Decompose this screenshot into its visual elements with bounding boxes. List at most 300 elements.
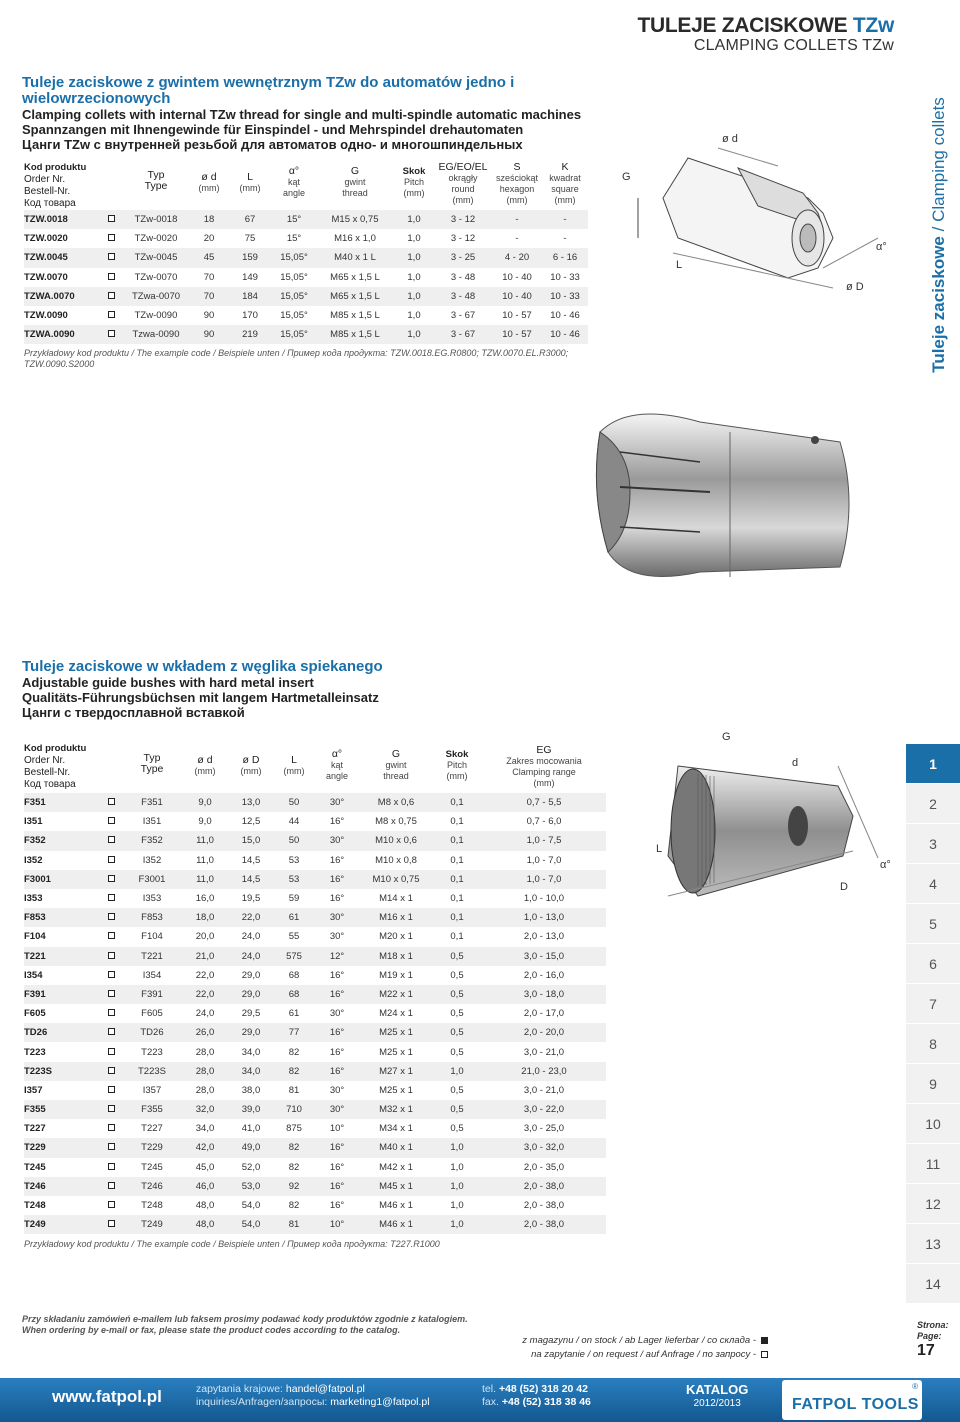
table-cell: 1,0 - 7,0 (482, 870, 606, 889)
col-type-header: Typ Type (144, 169, 168, 192)
table-cell: 68 (274, 985, 314, 1004)
table-cell: 16° (329, 854, 345, 866)
guide-bush-technical-drawing (638, 726, 904, 926)
table-cell: 2,0 - 38,0 (523, 1200, 565, 1212)
table-cell: 16° (314, 1062, 360, 1081)
table-cell: M8 x 0,6 (360, 793, 432, 812)
table-cell: 16° (329, 893, 345, 905)
page-index-item[interactable]: 9 (906, 1064, 960, 1104)
availability-legend (522, 1334, 768, 1362)
table-cell: M18 x 1 (360, 947, 432, 966)
select-checkbox[interactable] (100, 793, 122, 812)
table-cell: 26,0 (182, 1023, 228, 1042)
table-cell: 13,0 (228, 793, 274, 812)
checkbox-icon[interactable] (108, 311, 115, 318)
col-thread-header: G gwint thread (383, 748, 409, 781)
page-index-item[interactable]: 5 (906, 904, 960, 944)
table-cell: 30° (329, 931, 345, 943)
page-index-item[interactable]: 6 (906, 944, 960, 984)
table-cell: 82 (274, 1062, 314, 1081)
table-cell: 1,0 (394, 248, 434, 267)
section1-title-ru: Цанги TZw с внутренней резьбой для автоматов одно- и многошпиндельных (22, 137, 523, 152)
table-cell: M46 x 1 (360, 1215, 432, 1234)
table-cell: 30° (329, 1084, 345, 1096)
table-cell: M45 x 1 (360, 1177, 432, 1196)
table-cell: F352 (122, 831, 182, 850)
table-cell: 2,0 - 17,0 (523, 1008, 565, 1020)
col-type-header: Typ Type (140, 752, 164, 775)
table-cell: 28,0 (195, 1046, 215, 1058)
table-cell: 11,0 (182, 870, 228, 889)
table-cell: 0,5 (432, 1023, 482, 1042)
checkbox-icon[interactable] (108, 1163, 115, 1170)
table-cell: M25 x 1 (379, 1084, 413, 1096)
table-cell: 75 (244, 233, 256, 245)
table-cell: M85 x 1,5 L (316, 325, 394, 344)
col-d-header: ø d (mm) (198, 171, 220, 193)
select-checkbox[interactable] (100, 1158, 122, 1177)
table-row (24, 1215, 606, 1234)
table-cell: T248 (141, 1200, 163, 1212)
table-cell: 0,7 - 6,0 (526, 816, 562, 828)
table-cell: 15,05° (280, 271, 308, 283)
table-row (24, 947, 606, 966)
table-row (24, 927, 606, 946)
product-code-cell: T229 (24, 1138, 100, 1157)
table-row (24, 1138, 606, 1157)
table-cell: 15,05° (272, 325, 316, 344)
product-code-cell: T223 (24, 1046, 46, 1058)
product-code-cell: TZW.0090 (24, 310, 68, 322)
fax-number: +48 (52) 318 38 46 (501, 1396, 591, 1408)
table-cell: 1,0 (407, 310, 421, 322)
select-checkbox[interactable] (100, 210, 122, 229)
page-index-item[interactable]: 14 (906, 1264, 960, 1304)
select-checkbox[interactable] (100, 831, 122, 850)
table-cell: T223S (122, 1062, 182, 1081)
product-code-cell: F605 (24, 1008, 46, 1020)
table-cell: M22 x 1 (360, 985, 432, 1004)
table-cell: M8 x 0,75 (375, 816, 417, 828)
select-checkbox[interactable] (100, 1138, 122, 1157)
checkbox-icon[interactable] (108, 1086, 115, 1093)
checkbox-icon[interactable] (108, 273, 115, 280)
drawing-label-l: L (656, 843, 663, 855)
table-cell: 2,0 - 13,0 (523, 931, 565, 943)
table-cell: TZw-0090 (134, 310, 178, 322)
table-cell: 49,0 (228, 1138, 274, 1157)
product-code-cell: T249 (24, 1215, 100, 1234)
checkbox-icon[interactable] (108, 330, 115, 337)
page-index-item[interactable]: 10 (906, 1104, 960, 1144)
table-cell: 0,1 (450, 893, 464, 905)
checkbox-icon[interactable] (108, 1028, 115, 1035)
table-cell: 0,5 (450, 1123, 464, 1135)
table-cell: 0,5 (450, 1046, 464, 1058)
table-cell: 81 (288, 1084, 300, 1096)
page-number: 17 (917, 1342, 935, 1359)
table-cell: M16 x 1,0 (334, 233, 376, 245)
select-checkbox[interactable] (100, 1023, 122, 1042)
drawing-label-outer-d: ø D (846, 281, 864, 293)
table-row (24, 1042, 606, 1061)
checkbox-icon[interactable] (108, 253, 115, 260)
table-row (24, 908, 606, 927)
table-cell: 3 - 48 (434, 287, 492, 306)
checkbox-icon[interactable] (108, 1182, 115, 1189)
table-cell: M16 x 1 (360, 908, 432, 927)
select-checkbox[interactable] (100, 268, 122, 287)
section1-title-pl: Tuleje zaciskowe z gwintem wewnętrznym TZw do automatów jedno i wielowrzecionowych (22, 74, 515, 107)
checkbox-icon[interactable] (108, 798, 115, 805)
table-cell: M14 x 1 (379, 893, 413, 905)
table-cell: M15 x 0,75 (316, 210, 394, 229)
select-checkbox[interactable] (100, 927, 122, 946)
table-cell: 53 (288, 854, 300, 866)
table-cell: 29,0 (228, 1023, 274, 1042)
legend-on-request: na zapytanie / on request / auf Anfrage / по запросу - (522, 1348, 768, 1362)
checkbox-icon[interactable] (108, 1124, 115, 1131)
select-checkbox[interactable] (100, 1004, 122, 1023)
page-header (637, 14, 894, 55)
table-cell: 38,0 (241, 1084, 261, 1096)
drawing-label-l: L (676, 259, 683, 271)
select-checkbox[interactable] (100, 908, 122, 927)
table-cell: 82 (288, 1161, 300, 1173)
select-checkbox[interactable] (100, 229, 122, 248)
table-cell: 10° (314, 1215, 360, 1234)
table-cell: 24,0 (195, 1008, 215, 1020)
select-checkbox[interactable] (100, 947, 122, 966)
table-cell: 55 (288, 931, 300, 943)
table-cell: 149 (242, 271, 258, 283)
select-checkbox[interactable] (100, 248, 122, 267)
table-cell: 15,05° (272, 287, 316, 306)
table-cell: 10 - 40 (502, 271, 532, 283)
select-checkbox[interactable] (100, 1042, 122, 1061)
table-row (24, 812, 606, 831)
table-cell: 9,0 (182, 793, 228, 812)
table-cell: 59 (288, 893, 300, 905)
table-cell: 16,0 (195, 893, 215, 905)
table-cell: 20 (203, 233, 215, 245)
select-checkbox[interactable] (100, 287, 122, 306)
table-cell: 42,0 (182, 1138, 228, 1157)
select-checkbox[interactable] (100, 1100, 122, 1119)
table-cell: 6 - 16 (542, 248, 588, 267)
table-cell: 16° (329, 1046, 345, 1058)
table-cell: - (515, 233, 519, 245)
table-cell: 53,0 (228, 1177, 274, 1196)
table-cell: M32 x 1 (360, 1100, 432, 1119)
table-cell: 53 (274, 870, 314, 889)
product-code-cell: T245 (24, 1161, 46, 1173)
table-cell: 3 - 67 (434, 325, 492, 344)
table-row (24, 889, 606, 908)
table-cell: 2,0 - 16,0 (523, 969, 565, 981)
table-cell: 15,05° (280, 310, 308, 322)
checkbox-icon[interactable] (108, 1105, 115, 1112)
checkbox-icon[interactable] (108, 932, 115, 939)
table-cell: M40 x 1 (360, 1138, 432, 1157)
select-checkbox[interactable] (100, 851, 122, 870)
col-hexagon-header: S sześciokąt hexagon (mm) (495, 161, 539, 205)
checkbox-icon[interactable] (108, 913, 115, 920)
select-checkbox[interactable] (100, 812, 122, 831)
checkbox-icon[interactable] (108, 234, 115, 241)
filled-square-icon (761, 1337, 768, 1344)
table-cell: F853 (122, 908, 182, 927)
select-checkbox[interactable] (100, 870, 122, 889)
table-row (24, 985, 606, 1004)
select-checkbox[interactable] (100, 889, 122, 908)
table-cell: 28,0 (182, 1062, 228, 1081)
table-row (24, 1081, 606, 1100)
drawing-label-g: G (622, 171, 631, 183)
header-title: TULEJE ZACISKOWE TZw (637, 14, 894, 37)
checkbox-icon[interactable] (108, 215, 115, 222)
table-row (24, 1062, 606, 1081)
checkbox-icon[interactable] (108, 1220, 115, 1227)
table-cell: 30° (314, 1100, 360, 1119)
catalog-year: 2012/2013 (693, 1398, 741, 1409)
table-cell: 3 - 12 (450, 233, 476, 245)
table-cell: 81 (274, 1215, 314, 1234)
col-code-header: Kod produktu Order Nr. Bestell-Nr. Код товара (24, 162, 87, 209)
table-row (24, 229, 588, 248)
page-index-item[interactable]: 12 (906, 1184, 960, 1224)
table-cell: 34,0 (195, 1123, 215, 1135)
section1-title-en: Clamping collets with internal TZw thread for single and multi-spindle automatic machines (22, 107, 582, 122)
table-cell: M85 x 1,5 L (330, 310, 380, 322)
empty-square-icon (761, 1351, 768, 1358)
checkbox-icon[interactable] (108, 1201, 115, 1208)
table-cell: 24,0 (241, 931, 261, 943)
checkbox-icon[interactable] (108, 875, 115, 882)
table-cell: 2,0 - 35,0 (523, 1161, 565, 1173)
table-cell: M25 x 1 (379, 1046, 413, 1058)
table-cell: 0,5 (432, 947, 482, 966)
table-cell: 39,0 (228, 1100, 274, 1119)
product-code-cell: TD26 (24, 1023, 100, 1042)
legend-in-stock: z magazynu / on stock / ab Lager lieferbar / со склада - (522, 1334, 768, 1348)
table-cell: 10 - 57 (492, 325, 542, 344)
page-index-item[interactable]: 11 (906, 1144, 960, 1184)
checkbox-icon[interactable] (108, 894, 115, 901)
checkbox-icon[interactable] (108, 856, 115, 863)
table-cell: 29,0 (241, 969, 261, 981)
section1-example-code: Przykładowy kod produktu / The example code / Beispiele unten / Пример кода продукта: TZW.0018.EG.R0800; TZW.0070.EL.R3000; TZW.0090.S2000 (24, 348, 569, 369)
table-cell: 29,5 (241, 1008, 261, 1020)
product-code-cell: I353 (24, 893, 43, 905)
table-cell: TZw-0020 (134, 233, 178, 245)
product-code-cell: F391 (24, 985, 100, 1004)
table-cell: I354 (142, 969, 162, 981)
table-cell: 16° (329, 969, 345, 981)
drawing-label-d: ø d (722, 133, 738, 145)
table-cell: 30° (314, 793, 360, 812)
product-code-cell: I357 (24, 1084, 43, 1096)
section2-example-code: Przykładowy kod produktu / The example code / Beispiele unten / Пример кода продукта: T227.R1000 (24, 1239, 440, 1249)
page-index-item[interactable]: 1 (906, 744, 960, 784)
table-row (24, 1119, 606, 1138)
table-cell: 16° (314, 1177, 360, 1196)
col-pitch-header: Skok Pitch (mm) (445, 749, 469, 781)
table-cell: TZw-0018 (122, 210, 190, 229)
table-cell: 1,0 (432, 1138, 482, 1157)
table-cell: 10 - 46 (542, 325, 588, 344)
table-cell: 11,0 (196, 854, 214, 866)
product-code-cell: I352 (24, 854, 43, 866)
section1-title (22, 75, 642, 152)
contact-phones: tel. +48 (52) 318 20 42 fax. +48 (52) 318 38 46 (482, 1383, 591, 1408)
checkbox-icon[interactable] (108, 836, 115, 843)
table-cell: 3 - 67 (450, 310, 476, 322)
table-cell: 61 (288, 1008, 300, 1020)
product-code-cell: T246 (24, 1177, 100, 1196)
table-cell: 1,0 (450, 1161, 464, 1173)
table-cell: 1,0 - 13,0 (482, 908, 606, 927)
table-row (24, 1100, 606, 1119)
checkbox-icon[interactable] (108, 817, 115, 824)
page-index-strip (906, 744, 960, 1304)
section2-title-de: Qualitäts-Führungsbüchsen mit langem Hartmetalleinsatz (22, 690, 379, 705)
select-checkbox[interactable] (100, 966, 122, 985)
table-cell: 28,0 (195, 1084, 215, 1096)
table-row (24, 210, 588, 229)
contact-emails: zapytania krajowe: handel@fatpol.pl inquiries/Anfragen/запросы: marketing1@fatpol.pl (196, 1383, 430, 1408)
select-checkbox[interactable] (100, 1177, 122, 1196)
table-cell: 3 - 48 (450, 271, 476, 283)
table-cell: 67 (228, 210, 272, 229)
table-cell: M25 x 1 (360, 1023, 432, 1042)
table-cell: T246 (122, 1177, 182, 1196)
col-code-header: Kod produktu Order Nr. Bestell-Nr. Код товара (24, 743, 87, 790)
col-thread-header: G gwint thread (342, 165, 368, 198)
table-cell: 0,5 (432, 1100, 482, 1119)
table-cell: I351 (142, 816, 162, 828)
table-cell: 22,0 (195, 969, 215, 981)
table-row (24, 1004, 606, 1023)
select-checkbox[interactable] (100, 306, 122, 325)
table-cell: 48,0 (182, 1215, 228, 1234)
table-cell: 2,0 - 20,0 (482, 1023, 606, 1042)
table-cell: M24 x 1 (379, 1008, 413, 1020)
product-code-cell: I354 (24, 969, 43, 981)
email-link-marketing[interactable]: marketing1@fatpol.pl (330, 1396, 430, 1408)
table-cell: 0,5 (450, 969, 464, 981)
checkbox-icon[interactable] (108, 1067, 115, 1074)
checkbox-icon[interactable] (108, 1143, 115, 1150)
table-cell: 15,0 (228, 831, 274, 850)
select-checkbox[interactable] (100, 1062, 122, 1081)
select-checkbox[interactable] (100, 1215, 122, 1234)
table-cell: 0,7 - 5,5 (482, 793, 606, 812)
table-cell: 4 - 20 (492, 248, 542, 267)
table-cell: 1,0 (407, 271, 421, 283)
table-cell: 16° (314, 1023, 360, 1042)
table-cell: 2,0 - 38,0 (482, 1177, 606, 1196)
table-cell: 15° (272, 210, 316, 229)
page-index-item[interactable]: 2 (906, 784, 960, 824)
table-cell: 3,0 - 15,0 (482, 947, 606, 966)
table-cell: 34,0 (241, 1046, 261, 1058)
website-link[interactable]: www.fatpol.pl (52, 1387, 162, 1406)
select-checkbox[interactable] (100, 1081, 122, 1100)
table-cell: 12,5 (241, 816, 261, 828)
table-cell: 32,0 (182, 1100, 228, 1119)
table-cell: 16° (314, 870, 360, 889)
table-cell: 0,1 (432, 793, 482, 812)
table-cell: Tzwa-0090 (122, 325, 190, 344)
table-cell: 1,0 (432, 1177, 482, 1196)
table-cell: 34,0 (228, 1062, 274, 1081)
product-code-cell: T223S (24, 1062, 100, 1081)
table-cell: 82 (274, 1138, 314, 1157)
product-code-cell: F853 (24, 908, 100, 927)
header-subtitle: CLAMPING COLLETS TZw (693, 37, 894, 54)
table-cell: 3,0 - 21,0 (523, 1046, 565, 1058)
checkbox-icon[interactable] (108, 1009, 115, 1016)
table-cell: 1,0 (432, 1215, 482, 1234)
table-cell: 10 - 33 (550, 271, 580, 283)
table-cell: 82 (288, 1200, 300, 1212)
collets-table (24, 162, 588, 344)
table-cell: T221 (122, 947, 182, 966)
page-index-item[interactable]: 13 (906, 1224, 960, 1264)
checkbox-icon[interactable] (108, 990, 115, 997)
product-code-cell: T227 (24, 1123, 46, 1135)
collet-photo (590, 392, 860, 592)
drawing-label-outer-d: D (840, 881, 848, 893)
select-checkbox[interactable] (100, 325, 122, 344)
table-cell: M27 x 1 (360, 1062, 432, 1081)
page-index-item[interactable]: 7 (906, 984, 960, 1024)
table-cell: 0,1 (450, 854, 464, 866)
table-cell: F391 (122, 985, 182, 1004)
table-cell: M65 x 1,5 L (316, 287, 394, 306)
table-cell: 82 (288, 1046, 300, 1058)
select-checkbox[interactable] (100, 1119, 122, 1138)
table-cell: T249 (122, 1215, 182, 1234)
page-index-item[interactable]: 4 (906, 864, 960, 904)
table-cell: 45 (190, 248, 228, 267)
select-checkbox[interactable] (100, 1196, 122, 1215)
table-cell: 219 (228, 325, 272, 344)
table-cell: 16° (314, 1138, 360, 1157)
checkbox-icon[interactable] (108, 1048, 115, 1055)
table-cell: 68 (288, 969, 300, 981)
table-row (24, 831, 606, 850)
checkbox-icon[interactable] (108, 971, 115, 978)
table-row (24, 966, 606, 985)
product-code-cell: T221 (24, 947, 100, 966)
table-cell: I353 (142, 893, 162, 905)
table-cell: T229 (122, 1138, 182, 1157)
table-cell: 41,0 (241, 1123, 261, 1135)
page-index-item[interactable]: 3 (906, 824, 960, 864)
table-cell: M40 x 1 L (316, 248, 394, 267)
col-pitch-header: Skok Pitch (mm) (402, 166, 426, 198)
page-index-item[interactable]: 8 (906, 1024, 960, 1064)
table-cell: 1,0 (394, 287, 434, 306)
checkbox-icon[interactable] (108, 952, 115, 959)
email-link-domestic[interactable]: handel@fatpol.pl (285, 1383, 365, 1395)
checkbox-icon[interactable] (108, 292, 115, 299)
select-checkbox[interactable] (100, 985, 122, 1004)
table-cell: 29,0 (228, 985, 274, 1004)
table-cell: 50 (274, 793, 314, 812)
